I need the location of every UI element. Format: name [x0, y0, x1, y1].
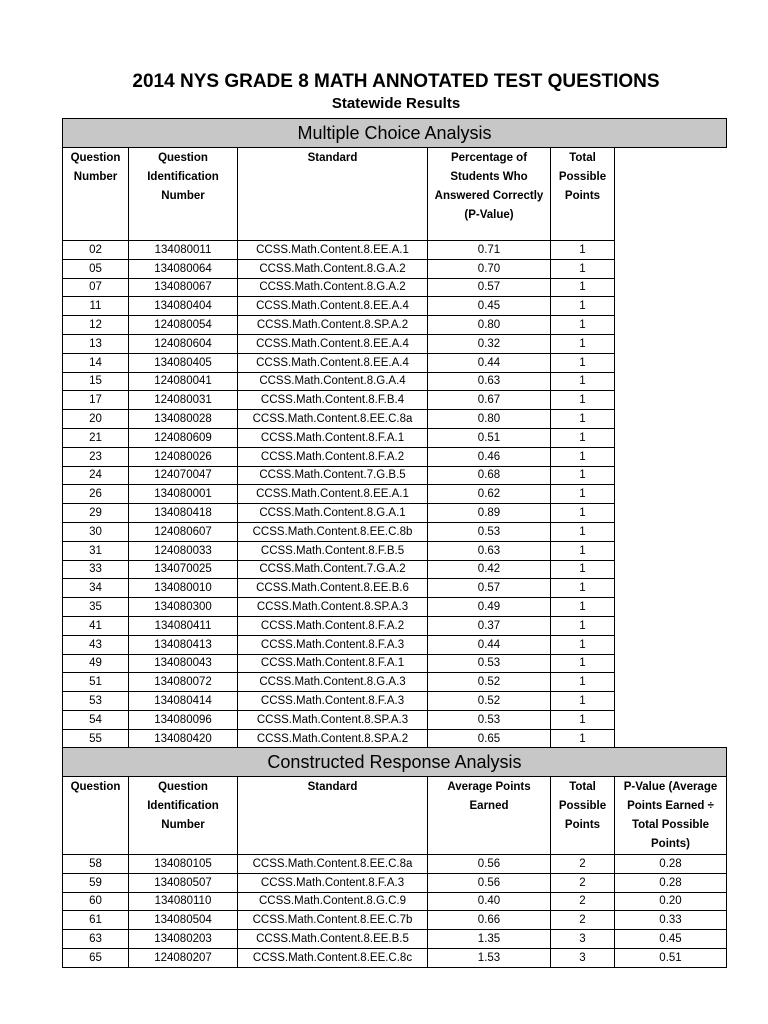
mc-cell: 1 [551, 616, 615, 635]
mc-cell: 124070047 [129, 466, 238, 485]
cr-table-row [63, 911, 727, 930]
mc-cell: CCSS.Math.Content.8.F.B.5 [238, 541, 428, 560]
mc-cell: CCSS.Math.Content.8.F.A.2 [238, 616, 428, 635]
mc-cell: CCSS.Math.Content.8.F.A.1 [238, 428, 428, 447]
mc-cell: 1 [551, 504, 615, 523]
mc-table-row [63, 259, 727, 278]
cr-cell: 134080105 [129, 855, 238, 874]
mc-cell: 53 [63, 692, 129, 711]
mc-cell: 1 [551, 447, 615, 466]
cr-cell: CCSS.Math.Content.8.EE.C.8a [238, 855, 428, 874]
mc-col-standard: Standard [238, 148, 428, 241]
mc-empty-cell [615, 334, 727, 353]
mc-cell: 0.62 [428, 485, 551, 504]
cr-section-heading: Constructed Response Analysis [63, 748, 727, 777]
mc-table-row [63, 541, 727, 560]
mc-empty-cell [615, 410, 727, 429]
mc-cell: 1 [551, 729, 615, 748]
mc-cell: CCSS.Math.Content.8.F.A.3 [238, 635, 428, 654]
mc-table-row [63, 485, 727, 504]
mc-cell: 1 [551, 428, 615, 447]
mc-cell: CCSS.Math.Content.8.EE.C.8b [238, 522, 428, 541]
mc-empty-cell [615, 447, 727, 466]
mc-cell: CCSS.Math.Content.8.SP.A.3 [238, 710, 428, 729]
mc-cell: 1 [551, 579, 615, 598]
cr-table-row [63, 892, 727, 911]
mc-empty-cell [615, 504, 727, 523]
mc-cell: 1 [551, 391, 615, 410]
mc-empty-cell [615, 428, 727, 447]
mc-table-row [63, 598, 727, 617]
mc-empty-cell [615, 278, 727, 297]
mc-cell: 0.45 [428, 297, 551, 316]
mc-cell: 134080028 [129, 410, 238, 429]
mc-cell: 0.49 [428, 598, 551, 617]
cr-col-p-value: P-Value (Average Points Earned ÷ Total Possible Points) [615, 777, 727, 855]
mc-cell: 1 [551, 297, 615, 316]
mc-empty-cell [615, 541, 727, 560]
mc-cell: CCSS.Math.Content.8.SP.A.2 [238, 729, 428, 748]
cr-cell: 3 [551, 948, 615, 967]
mc-cell: 41 [63, 616, 129, 635]
cr-table-row [63, 930, 727, 949]
mc-cell: CCSS.Math.Content.8.SP.A.2 [238, 316, 428, 335]
mc-table-row [63, 635, 727, 654]
cr-cell: 0.33 [615, 911, 727, 930]
mc-empty-cell [615, 710, 727, 729]
mc-cell: CCSS.Math.Content.8.F.A.2 [238, 447, 428, 466]
mc-cell: 31 [63, 541, 129, 560]
mc-cell: 54 [63, 710, 129, 729]
mc-empty-column [615, 148, 727, 241]
mc-empty-cell [615, 372, 727, 391]
mc-cell: 134070025 [129, 560, 238, 579]
cr-cell: 63 [63, 930, 129, 949]
mc-cell: CCSS.Math.Content.8.EE.A.4 [238, 353, 428, 372]
mc-cell: 0.52 [428, 692, 551, 711]
mc-cell: CCSS.Math.Content.8.EE.C.8a [238, 410, 428, 429]
mc-cell: CCSS.Math.Content.7.G.B.5 [238, 466, 428, 485]
mc-cell: 33 [63, 560, 129, 579]
mc-cell: 1 [551, 241, 615, 260]
mc-cell: 124080054 [129, 316, 238, 335]
cr-table-row [63, 948, 727, 967]
mc-cell: CCSS.Math.Content.8.EE.A.1 [238, 485, 428, 504]
cr-col-question-id: Question Identification Number [129, 777, 238, 855]
mc-cell: 0.37 [428, 616, 551, 635]
mc-cell: 124080041 [129, 372, 238, 391]
mc-cell: 23 [63, 447, 129, 466]
cr-cell: 134080203 [129, 930, 238, 949]
mc-cell: 1 [551, 278, 615, 297]
mc-cell: 05 [63, 259, 129, 278]
mc-cell: 0.63 [428, 541, 551, 560]
cr-cell: 60 [63, 892, 129, 911]
mc-cell: 1 [551, 692, 615, 711]
cr-cell: 0.28 [615, 855, 727, 874]
mc-cell: 26 [63, 485, 129, 504]
mc-table-row [63, 447, 727, 466]
cr-cell: 0.56 [428, 855, 551, 874]
mc-cell: 134080414 [129, 692, 238, 711]
mc-cell: 0.71 [428, 241, 551, 260]
mc-empty-cell [615, 259, 727, 278]
mc-cell: 134080420 [129, 729, 238, 748]
cr-col-standard: Standard [238, 777, 428, 855]
mc-cell: 1 [551, 334, 615, 353]
mc-table-row [63, 278, 727, 297]
mc-cell: 1 [551, 316, 615, 335]
cr-cell: 0.28 [615, 873, 727, 892]
cr-col-total-points: Total Possible Points [551, 777, 615, 855]
mc-cell: 0.65 [428, 729, 551, 748]
mc-cell: 20 [63, 410, 129, 429]
mc-cell: 0.32 [428, 334, 551, 353]
mc-cell: 0.57 [428, 278, 551, 297]
mc-cell: 134080011 [129, 241, 238, 260]
mc-cell: 124080031 [129, 391, 238, 410]
mc-cell: CCSS.Math.Content.8.EE.A.1 [238, 241, 428, 260]
mc-cell: 134080043 [129, 654, 238, 673]
mc-table-row [63, 616, 727, 635]
mc-cell: 124080604 [129, 334, 238, 353]
mc-cell: CCSS.Math.Content.8.SP.A.3 [238, 598, 428, 617]
mc-table-row [63, 316, 727, 335]
mc-table-row [63, 673, 727, 692]
cr-cell: 2 [551, 892, 615, 911]
mc-cell: 124080607 [129, 522, 238, 541]
cr-cell: CCSS.Math.Content.8.F.A.3 [238, 873, 428, 892]
mc-cell: 07 [63, 278, 129, 297]
cr-table-row [63, 873, 727, 892]
mc-cell: 1 [551, 560, 615, 579]
mc-table-row [63, 466, 727, 485]
cr-cell: 0.20 [615, 892, 727, 911]
mc-empty-cell [615, 241, 727, 260]
mc-cell: 1 [551, 635, 615, 654]
mc-cell: CCSS.Math.Content.7.G.A.2 [238, 560, 428, 579]
mc-cell: 15 [63, 372, 129, 391]
cr-table-row [63, 855, 727, 874]
mc-table-row [63, 729, 727, 748]
mc-cell: 134080001 [129, 485, 238, 504]
mc-empty-cell [615, 616, 727, 635]
mc-table-row [63, 522, 727, 541]
mc-cell: 30 [63, 522, 129, 541]
mc-cell: CCSS.Math.Content.8.G.A.3 [238, 673, 428, 692]
cr-col-avg-points: Average Points Earned [428, 777, 551, 855]
mc-cell: 1 [551, 522, 615, 541]
mc-empty-cell [615, 353, 727, 372]
cr-cell: CCSS.Math.Content.8.G.C.9 [238, 892, 428, 911]
mc-cell: 1 [551, 673, 615, 692]
cr-cell: 124080207 [129, 948, 238, 967]
mc-cell: 51 [63, 673, 129, 692]
mc-empty-cell [615, 316, 727, 335]
constructed-response-table [62, 747, 727, 968]
mc-table-row [63, 353, 727, 372]
mc-cell: 17 [63, 391, 129, 410]
mc-cell: 134080072 [129, 673, 238, 692]
page-title: 2014 NYS GRADE 8 MATH ANNOTATED TEST QUESTIONS [132, 71, 660, 92]
cr-cell: 2 [551, 873, 615, 892]
cr-cell: 0.56 [428, 873, 551, 892]
mc-cell: 124080033 [129, 541, 238, 560]
mc-cell: 134080418 [129, 504, 238, 523]
mc-cell: CCSS.Math.Content.8.EE.B.6 [238, 579, 428, 598]
mc-cell: 134080064 [129, 259, 238, 278]
mc-cell: 0.80 [428, 316, 551, 335]
mc-table-row [63, 692, 727, 711]
mc-cell: CCSS.Math.Content.8.EE.A.4 [238, 334, 428, 353]
mc-cell: 0.89 [428, 504, 551, 523]
mc-cell: 134080096 [129, 710, 238, 729]
mc-cell: 0.63 [428, 372, 551, 391]
cr-cell: 1.35 [428, 930, 551, 949]
cr-cell: 134080507 [129, 873, 238, 892]
mc-table-row [63, 560, 727, 579]
mc-cell: 13 [63, 334, 129, 353]
mc-cell: 43 [63, 635, 129, 654]
mc-cell: 1 [551, 710, 615, 729]
cr-cell: CCSS.Math.Content.8.EE.C.7b [238, 911, 428, 930]
mc-empty-cell [615, 560, 727, 579]
page-subtitle: Statewide Results [331, 95, 461, 112]
mc-table-body [63, 241, 727, 749]
mc-empty-cell [615, 673, 727, 692]
mc-empty-cell [615, 692, 727, 711]
mc-cell: 0.42 [428, 560, 551, 579]
mc-cell: 134080067 [129, 278, 238, 297]
cr-cell: 1.53 [428, 948, 551, 967]
mc-cell: CCSS.Math.Content.8.F.A.3 [238, 692, 428, 711]
mc-col-total-points: Total Possible Points [551, 148, 615, 241]
mc-cell: 29 [63, 504, 129, 523]
mc-cell: 0.53 [428, 654, 551, 673]
mc-cell: 1 [551, 466, 615, 485]
mc-cell: CCSS.Math.Content.8.G.A.4 [238, 372, 428, 391]
mc-empty-cell [615, 729, 727, 748]
mc-empty-cell [615, 635, 727, 654]
mc-table-row [63, 428, 727, 447]
cr-cell: 0.45 [615, 930, 727, 949]
mc-cell: 134080010 [129, 579, 238, 598]
mc-empty-cell [615, 466, 727, 485]
mc-empty-cell [615, 522, 727, 541]
mc-empty-cell [615, 579, 727, 598]
mc-cell: CCSS.Math.Content.8.F.A.1 [238, 654, 428, 673]
cr-col-question: Question [63, 777, 129, 855]
mc-cell: 0.53 [428, 522, 551, 541]
mc-cell: 1 [551, 410, 615, 429]
mc-col-question-id: Question Identification Number [129, 148, 238, 241]
mc-cell: CCSS.Math.Content.8.G.A.1 [238, 504, 428, 523]
mc-table-row [63, 654, 727, 673]
mc-cell: 0.67 [428, 391, 551, 410]
mc-empty-cell [615, 391, 727, 410]
mc-cell: CCSS.Math.Content.8.EE.A.4 [238, 297, 428, 316]
mc-cell: 0.68 [428, 466, 551, 485]
mc-cell: 0.57 [428, 579, 551, 598]
mc-section-heading: Multiple Choice Analysis [63, 119, 727, 148]
mc-cell: 134080404 [129, 297, 238, 316]
cr-cell: 2 [551, 911, 615, 930]
mc-cell: 0.44 [428, 635, 551, 654]
mc-cell: CCSS.Math.Content.8.G.A.2 [238, 259, 428, 278]
mc-cell: 49 [63, 654, 129, 673]
mc-cell: 0.46 [428, 447, 551, 466]
mc-cell: 0.52 [428, 673, 551, 692]
mc-empty-cell [615, 485, 727, 504]
mc-cell: 124080609 [129, 428, 238, 447]
cr-cell: CCSS.Math.Content.8.EE.C.8c [238, 948, 428, 967]
mc-cell: 1 [551, 654, 615, 673]
mc-cell: 0.44 [428, 353, 551, 372]
cr-cell: 134080110 [129, 892, 238, 911]
mc-cell: 0.80 [428, 410, 551, 429]
cr-table-body [63, 855, 727, 968]
mc-cell: 0.51 [428, 428, 551, 447]
mc-cell: 134080300 [129, 598, 238, 617]
mc-cell: CCSS.Math.Content.8.G.A.2 [238, 278, 428, 297]
mc-table-row [63, 297, 727, 316]
mc-cell: CCSS.Math.Content.8.F.B.4 [238, 391, 428, 410]
mc-cell: 1 [551, 259, 615, 278]
mc-table-row [63, 391, 727, 410]
cr-cell: 58 [63, 855, 129, 874]
mc-table-row [63, 334, 727, 353]
mc-cell: 1 [551, 485, 615, 504]
multiple-choice-table [62, 118, 727, 749]
mc-empty-cell [615, 654, 727, 673]
mc-cell: 134080413 [129, 635, 238, 654]
mc-table-row [63, 372, 727, 391]
mc-cell: 1 [551, 598, 615, 617]
cr-cell: 65 [63, 948, 129, 967]
mc-cell: 12 [63, 316, 129, 335]
mc-table-row [63, 579, 727, 598]
mc-table-row [63, 241, 727, 260]
mc-cell: 1 [551, 372, 615, 391]
mc-empty-cell [615, 297, 727, 316]
mc-empty-cell [615, 598, 727, 617]
cr-cell: 0.51 [615, 948, 727, 967]
mc-cell: 34 [63, 579, 129, 598]
mc-cell: 35 [63, 598, 129, 617]
mc-cell: 11 [63, 297, 129, 316]
mc-cell: 0.70 [428, 259, 551, 278]
cr-cell: CCSS.Math.Content.8.EE.B.5 [238, 930, 428, 949]
cr-cell: 0.66 [428, 911, 551, 930]
cr-cell: 59 [63, 873, 129, 892]
mc-cell: 02 [63, 241, 129, 260]
cr-cell: 61 [63, 911, 129, 930]
mc-cell: 21 [63, 428, 129, 447]
mc-cell: 55 [63, 729, 129, 748]
mc-cell: 1 [551, 541, 615, 560]
mc-cell: 1 [551, 353, 615, 372]
mc-col-pct-correct: Percentage of Students Who Answered Correctly (P-Value) [428, 148, 551, 241]
cr-cell: 134080504 [129, 911, 238, 930]
mc-table-row [63, 504, 727, 523]
mc-col-question-number: Question Number [63, 148, 129, 241]
cr-cell: 2 [551, 855, 615, 874]
mc-cell: 124080026 [129, 447, 238, 466]
mc-cell: 134080411 [129, 616, 238, 635]
mc-table-row [63, 710, 727, 729]
mc-cell: 14 [63, 353, 129, 372]
cr-cell: 0.40 [428, 892, 551, 911]
mc-cell: 24 [63, 466, 129, 485]
mc-cell: 134080405 [129, 353, 238, 372]
mc-table-row [63, 410, 727, 429]
cr-cell: 3 [551, 930, 615, 949]
mc-cell: 0.53 [428, 710, 551, 729]
